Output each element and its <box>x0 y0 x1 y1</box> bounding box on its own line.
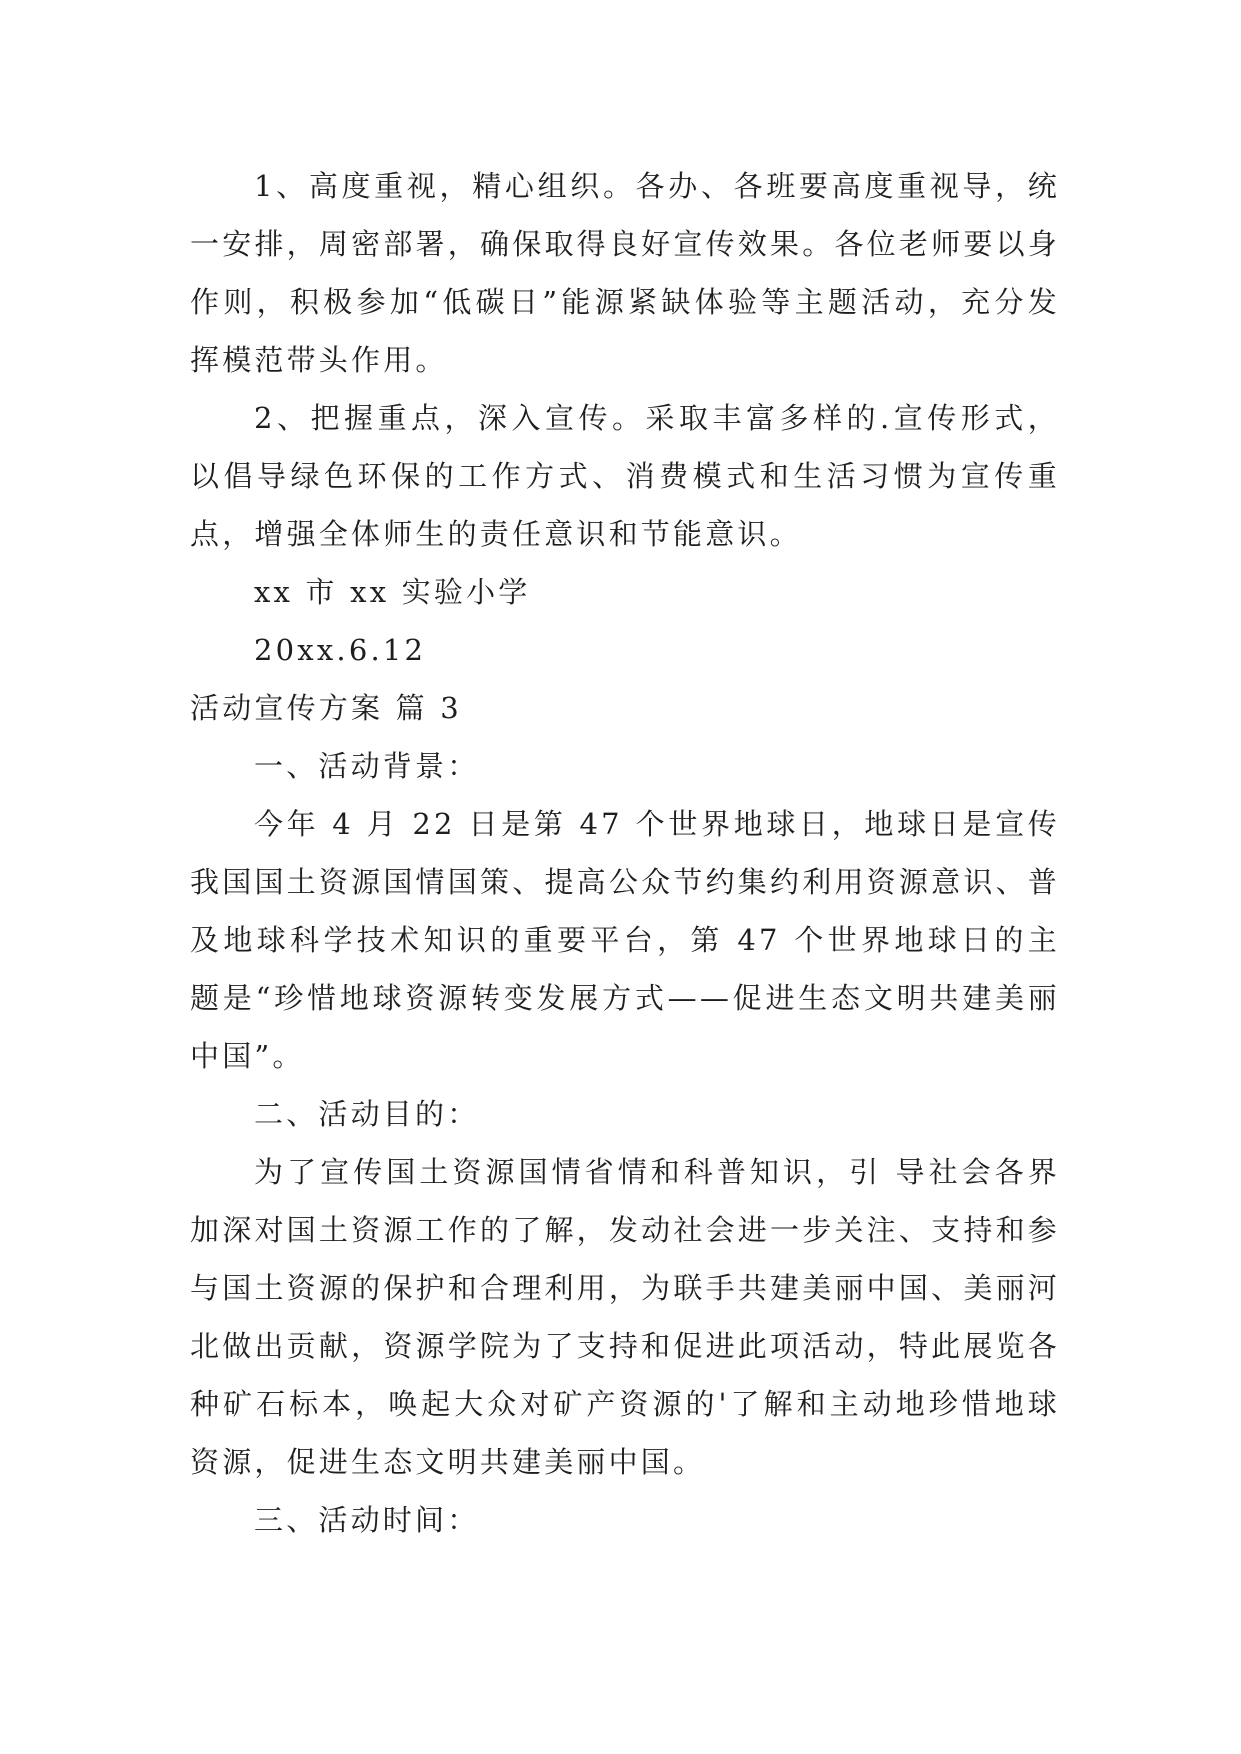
paragraph-purpose: 为了宣传国土资源国情省情和科普知识，引 导社会各界加深对国土资源工作的了解，发动社会进一步关注、支持和参与国土资源的保护和合理利用，为联手共建美丽中国、美丽河北做出贡献，资源学院为了支持和促进此项活动，特此展览各种矿石标本，唤起大众对矿产资源的'了解和主动地珍惜地球资源，促进生态文明共建美丽中国。 <box>190 1155 1060 1479</box>
subheading-purpose: 二、活动目的： <box>254 1097 480 1131</box>
paragraph-focus: 2、把握重点，深入宣传。采取丰富多样的.宣传形式，以倡导绿色环保的工作方式、消费模式和生活习惯为宣传重点，增强全体师生的责任意识和节能意识。 <box>190 401 1060 551</box>
subheading-time: 三、活动时间： <box>254 1503 480 1537</box>
section-title: 活动宣传方案 篇 3 <box>190 691 462 725</box>
paragraph-background: 今年 4 月 22 日是第 47 个世界地球日，地球日是宣传我国国土资源国情国策、提高公众节约集约利用资源意识、普及地球科学技术知识的重要平台，第 47 个世界地球日的主题是“珍惜地球资源转变发展方式——促进生态文明共建美丽中国”。 <box>190 807 1060 1073</box>
paragraph-organize: 1、高度重视，精心组织。各办、各班要高度重视导，统一安排，周密部署，确保取得良好宣传效果。各位老师要以身作则，积极参加“低碳日”能源紧缺体验等主题活动，充分发挥模范带头作用。 <box>190 169 1060 377</box>
subheading-background: 一、活动背景： <box>254 749 480 783</box>
signature-school: xx 市 xx 实验小学 <box>254 575 531 609</box>
signature-date: 20xx.6.12 <box>254 633 427 667</box>
document-body <box>190 157 1060 1549</box>
